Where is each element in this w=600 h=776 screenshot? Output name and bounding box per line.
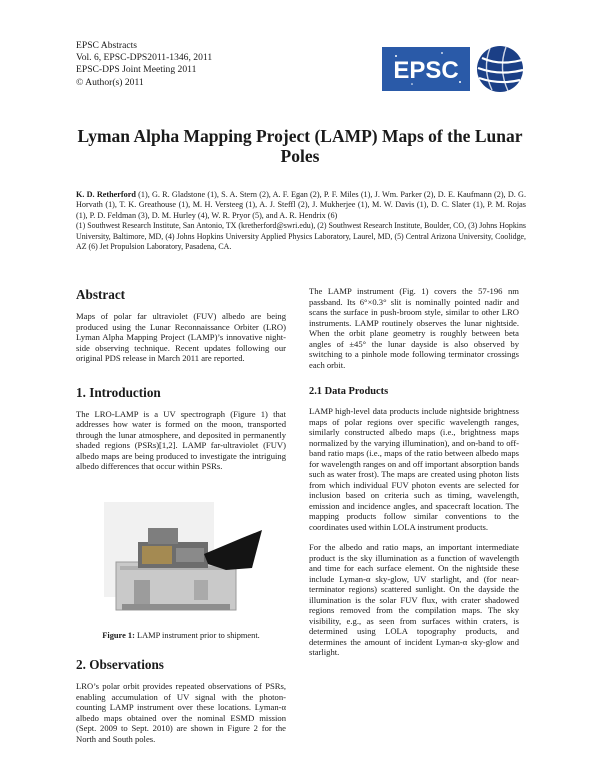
left-column (76, 287, 286, 744)
epsc-logo (382, 44, 524, 94)
right-column (309, 286, 519, 658)
data-products-text: LAMP high-level data products include nightside brightness maps of polar regions over specific wavelength ranges, similarly constructed albedo maps (i.e., brightness maps normalized by the varying illumination), and on-band to off-band ratio maps (i.e., maps of the ratio between albedo maps for wavelength ranges on and off important absorption bands such as water frost). The maps are created using photon lists from which individual FUV photon events are selected for inclusion based on criteria such as timing, wavelength, emission and incidence angles, and spacecraft location. The mapping products follow similar conventions to the coordinates used within LOLA instrument products. (309, 406, 519, 532)
lead-author: K. D. Retherford (76, 190, 136, 199)
header-line: © Author(s) 2011 (76, 76, 144, 88)
header-line: Vol. 6, EPSC-DPS2011-1346, 2011 (76, 52, 213, 64)
affiliations: (1) Southwest Research Institute, San Antonio, TX (kretherford@swri.edu), (2) Southwest Research Institute, Boulder, CO, (3) Johns Hopkins University, Baltimore, MD, (4) Johns Hopkins University Applied Physics Laboratory, Laurel, MD, (5) Central Arizona University, Coolidge, AZ (6) Jet Propulsion Laboratory, Pasadena, CA. (76, 221, 526, 252)
lamp-instrument-photo (76, 492, 286, 624)
logo-text: EPSC (393, 57, 459, 84)
header-line: EPSC-DPS Joint Meeting 2011 (76, 64, 197, 76)
observations-heading: 2. Observations (76, 657, 164, 672)
journal-header (76, 40, 212, 89)
abstract-text: Maps of polar far ultraviolet (FUV) albedo are being produced using the Lunar Reconnaissance Orbiter (LRO) Lyman Alpha Mapping Project (LAMP)’s innovative night-side observing technique. Recent updates following our original PDS release in March 2011 are reported. (76, 311, 286, 363)
abstract-heading: Abstract (76, 287, 126, 302)
instrument-paragraph: The LAMP instrument (Fig. 1) covers the 57-196 nm passband. Its 6°×0.3° slit is nominally pointed nadir and scans the surface in push-broom style, similar to other LRO instruments. LAMP routinely observes the lunar nightside. When the orbit plane geometry is roughly between beta angles of ±45° the lunar dayside is also observed by switching to a pinhole mode following terminator crossings each orbit. (309, 286, 519, 370)
data-products-heading: 2.1 Data Products (309, 386, 389, 397)
intro-text: The LRO-LAMP is a UV spectrograph (Figure 1) that addresses how water is formed on the moon, transported through the lunar atmosphere, and deposited in permanently shaded regions (PSRs)[1,2]. LAMP far-ultraviolet (FUV) albedo maps are being produced to investigate the intriguing albedo differences that occur within PSRs. (76, 408, 286, 471)
figure-caption (76, 631, 286, 642)
figure-caption-text: LAMP instrument prior to shipment. (134, 630, 260, 640)
intro-heading: 1. Introduction (76, 384, 161, 400)
illumination-paragraph: For the albedo and ratio maps, an important intermediate product is the sky illumination as a function of wavelength and time for each surface element. On the nightside these include Lyman-α sky-glow, UV starlight, and (for near-terminator regions) scattered sunlight. On the dayside the illumination is the solar FUV flux, with crater shadowed regions removed from the compilation maps. The sky visibility, e.g., as seen from surfaces within craters, is determined using LOLA topography products, and determines the amount of incident Lyman-α sky-glow and starlight. (309, 542, 519, 657)
author-block (76, 190, 526, 252)
observations-text: LRO’s polar orbit provides repeated observations of PSRs, enabling accumulation of UV signal with the photon-counting LAMP instrument over these locations. Lyman-α albedo maps obtained over the nominal ESMD mission (Sept. 2009 to Sept. 2010) are shown in Figure 2 for the North and South poles. (76, 681, 286, 744)
author-list: (1), G. R. Gladstone (1), S. A. Stern (2), A. F. Egan (2), P. F. Miles (1), J. Wm. Parker (2), D. E. Kaufmann (2), D. G. Horvath (1), T. K. Greathouse (1), M. H. Versteeg (1), A. J. Steffl (2), J. Mukherjee (1), M. W. Davis (1), D. C. Slater (1), P. M. Rojas (1), P. D. Feldman (3), D. M. Hurley (4), W. R. Pryor (5), and A. R. Hendrix (6) (76, 190, 526, 220)
paper-title: Lyman Alpha Mapping Project (LAMP) Maps of the Lunar Poles (77, 126, 523, 166)
figure-label: Figure 1: (102, 630, 135, 640)
figure-1 (76, 492, 286, 624)
header-line: EPSC Abstracts (76, 40, 138, 51)
